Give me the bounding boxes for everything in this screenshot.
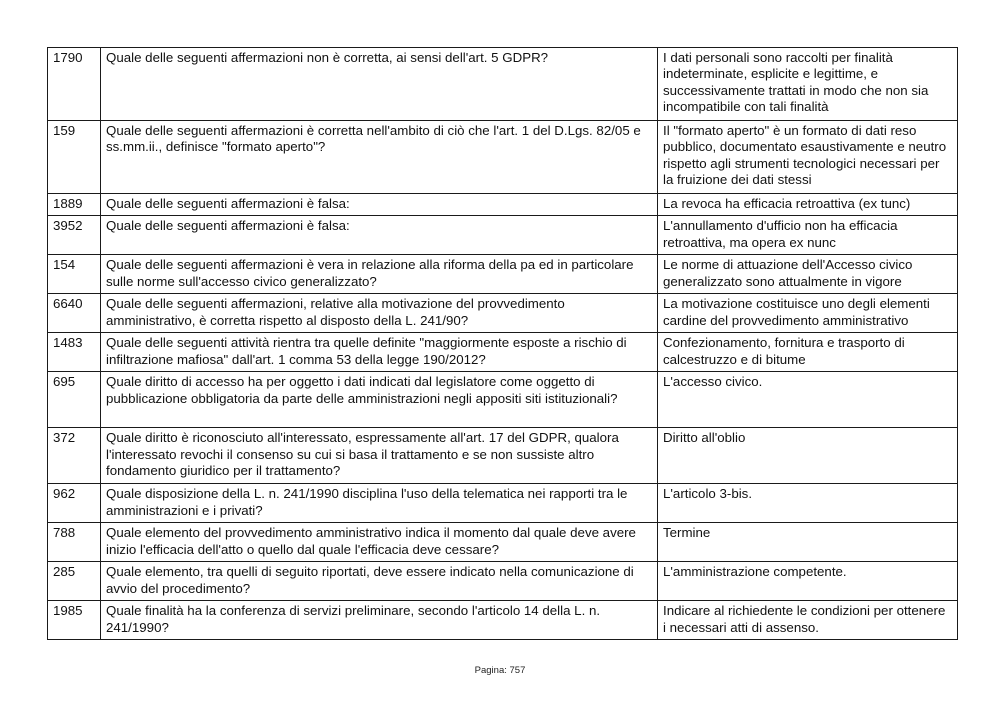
question-text: Quale diritto è riconosciuto all'interessato, espressamente all'art. 17 del GDPR, qualora l'interessato revochi il consenso su cui si basa il trattamento e se non sussiste altro fondamento giuridico per il trattamento? (101, 428, 658, 484)
question-text: Quale delle seguenti affermazioni è vera in relazione alla riforma della pa ed in particolare sulle norme sull'accesso civico generalizzato? (101, 255, 658, 294)
question-text: Quale delle seguenti affermazioni è corretta nell'ambito di ciò che l'art. 1 del D.Lgs. 82/05 e ss.mm.ii., definisce "formato aperto"? (101, 121, 658, 194)
question-text: Quale disposizione della L. n. 241/1990 disciplina l'uso della telematica nei rapporti tra le amministrazioni e i privati? (101, 484, 658, 523)
answer-text: Indicare al richiedente le condizioni per ottenere i necessari atti di assenso. (658, 601, 958, 640)
question-number: 3952 (48, 216, 101, 255)
table-row (48, 48, 958, 121)
answer-text: I dati personali sono raccolti per finalità indeterminate, esplicite e legittime, e successivamente trattati in modo che non sia incompatibile con tali finalità (658, 48, 958, 121)
table-row (48, 562, 958, 601)
answer-text: Confezionamento, fornitura e trasporto di calcestruzzo e di bitume (658, 333, 958, 372)
questions-table (47, 47, 958, 640)
answer-text: Termine (658, 523, 958, 562)
answer-text: Diritto all'oblio (658, 428, 958, 484)
question-text: Quale delle seguenti affermazioni, relative alla motivazione del provvedimento amministrativo, è corretta rispetto al disposto della L. 241/90? (101, 294, 658, 333)
table-row (48, 121, 958, 194)
question-number: 1790 (48, 48, 101, 121)
table-row (48, 194, 958, 216)
table-row (48, 428, 958, 484)
question-number: 6640 (48, 294, 101, 333)
question-text: Quale elemento, tra quelli di seguito riportati, deve essere indicato nella comunicazione di avvio del procedimento? (101, 562, 658, 601)
page-number: Pagina: 757 (474, 665, 526, 676)
table-row (48, 255, 958, 294)
table-row (48, 216, 958, 255)
answer-text: La revoca ha efficacia retroattiva (ex tunc) (658, 194, 958, 216)
question-number: 154 (48, 255, 101, 294)
table-row (48, 601, 958, 640)
question-number: 1483 (48, 333, 101, 372)
question-number: 1985 (48, 601, 101, 640)
answer-text: L'accesso civico. (658, 372, 958, 428)
answer-text: La motivazione costituisce uno degli elementi cardine del provvedimento amministrativo (658, 294, 958, 333)
table-row (48, 484, 958, 523)
question-number: 285 (48, 562, 101, 601)
answer-text: L'amministrazione competente. (658, 562, 958, 601)
question-number: 695 (48, 372, 101, 428)
table-row (48, 294, 958, 333)
answer-text: L'annullamento d'ufficio non ha efficacia retroattiva, ma opera ex nunc (658, 216, 958, 255)
question-number: 962 (48, 484, 101, 523)
question-number: 1889 (48, 194, 101, 216)
question-text: Quale delle seguenti affermazioni non è corretta, ai sensi dell'art. 5 GDPR? (101, 48, 658, 121)
table-row (48, 333, 958, 372)
questions-table-body (48, 48, 958, 640)
answer-text: Le norme di attuazione dell'Accesso civico generalizzato sono attualmente in vigore (658, 255, 958, 294)
question-text: Quale delle seguenti attività rientra tra quelle definite "maggiormente esposte a rischio di infiltrazione mafiosa" dall'art. 1 comma 53 della legge 190/2012? (101, 333, 658, 372)
question-number: 788 (48, 523, 101, 562)
question-text: Quale delle seguenti affermazioni è falsa: (101, 216, 658, 255)
question-text: Quale elemento del provvedimento amministrativo indica il momento dal quale deve avere inizio l'efficacia dell'atto o quello dal quale l'efficacia deve cessare? (101, 523, 658, 562)
table-row (48, 372, 958, 428)
answer-text: L'articolo 3-bis. (658, 484, 958, 523)
table-row (48, 523, 958, 562)
question-number: 159 (48, 121, 101, 194)
question-text: Quale finalità ha la conferenza di servizi preliminare, secondo l'articolo 14 della L. n. 241/1990? (101, 601, 658, 640)
answer-text: Il "formato aperto" è un formato di dati reso pubblico, documentato esaustivamente e neutro rispetto agli strumenti tecnologici necessari per la fruizione dei dati stessi (658, 121, 958, 194)
question-number: 372 (48, 428, 101, 484)
question-text: Quale delle seguenti affermazioni è falsa: (101, 194, 658, 216)
question-text: Quale diritto di accesso ha per oggetto i dati indicati dal legislatore come oggetto di pubblicazione obbligatoria da parte delle amministrazioni negli appositi siti istituzionali? (101, 372, 658, 428)
